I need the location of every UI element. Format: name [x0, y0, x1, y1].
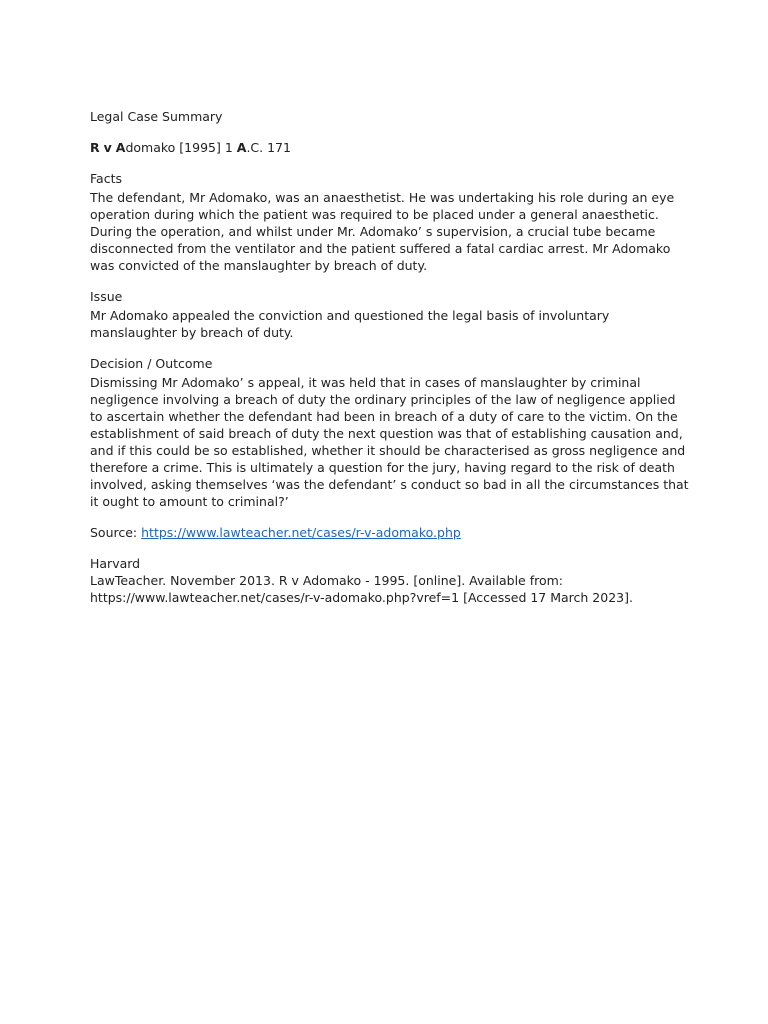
case-citation [90, 139, 690, 156]
decision-heading: Decision / Outcome [90, 356, 213, 371]
source-label: Source: [90, 525, 142, 540]
issue-text: Mr Adomako appealed the conviction and questioned the legal basis of involuntary manslaughter by breach of duty. [90, 308, 610, 340]
facts-heading: Facts [90, 171, 122, 186]
harvard-reference-line1: LawTeacher. November 2013. R v Adomako - 1995. [online]. Available from: [90, 573, 564, 588]
citation-a2: A [236, 140, 247, 155]
citation-a: A [115, 140, 126, 155]
harvard-reference-line2: https://www.lawteacher.net/cases/r-v-adomako.php?vref=1 [Accessed 17 March 2023]. [90, 590, 633, 605]
document-title: Legal Case Summary [90, 109, 223, 124]
citation-rest2: .C. 171 [246, 140, 291, 155]
citation-v: v [103, 140, 112, 155]
citation-r: R [90, 140, 100, 155]
source-link[interactable]: https://www.lawteacher.net/cases/r-v-adomako.php [141, 525, 461, 540]
citation-rest1: domako [1995] 1 [125, 140, 237, 155]
facts-text: The defendant, Mr Adomako, was an anaesthetist. He was undertaking his role during an eye operation during which the patient was required to be placed under a general anaesthetic. During the operation, and whilst under Mr. Adomako’ s supervision, a crucial tube became disconnected from the ventilator and the patient suffered a fatal cardiac arrest. Mr Adomako was convicted of the manslaughter by breach of duty. [90, 190, 675, 273]
source-line [90, 524, 690, 541]
decision-text: Dismissing Mr Adomako’ s appeal, it was held that in cases of manslaughter by criminal negligence involving a breach of duty the ordinary principles of the law of negligence applied to ascertain whether the defendant had been in breach of a duty of care to the victim. On the establishment of said breach of duty the next question was that of establishing causation and, and if this could be so established, whether it should be characterised as gross negligence and therefore a crime. This is ultimately a question for the jury, having regard to the risk of death involved, asking themselves ‘was the defendant’ s conduct so bad in all the circumstances that it ought to amount to criminal?’ [90, 375, 689, 509]
harvard-heading: Harvard [90, 556, 141, 571]
issue-heading: Issue [90, 289, 123, 304]
document-page [90, 108, 690, 606]
